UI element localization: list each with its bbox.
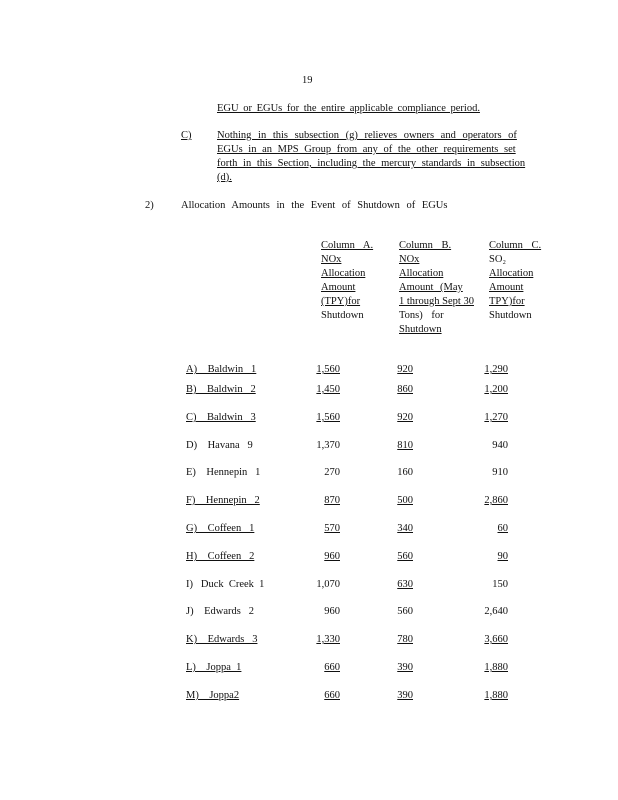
value-col-a: 1,370 (316, 440, 340, 451)
continuation-text: EGU or EGUs for the entire applicable compliance period. (217, 103, 480, 114)
table-row (186, 634, 546, 648)
unit-label: L) Joppa 1 (186, 662, 242, 673)
table-row (186, 440, 546, 454)
item-c-line: forth in this Section, including the mercury standards in subsection (217, 158, 526, 169)
column-a-line: (TPY)for (321, 296, 361, 307)
column-c-line: Shutdown (489, 310, 532, 321)
table-row (186, 495, 546, 509)
table-row (186, 551, 546, 565)
value-col-b: 390 (397, 662, 413, 673)
table-row (186, 523, 546, 537)
value-col-c: 60 (497, 523, 508, 534)
column-a-header (321, 239, 373, 323)
value-col-a: 1,070 (316, 579, 340, 590)
table-row (186, 690, 546, 704)
value-col-a: 660 (324, 662, 340, 673)
table-row (186, 606, 546, 620)
value-col-b: 390 (397, 690, 413, 701)
value-col-b: 560 (397, 606, 413, 617)
column-b-line: Tons) for (399, 310, 444, 321)
value-col-b: 630 (397, 579, 413, 590)
unit-label: B) Baldwin 2 (186, 384, 256, 395)
value-col-c: 90 (497, 551, 508, 562)
value-col-c: 2,860 (484, 495, 508, 506)
value-col-c: 2,640 (484, 606, 508, 617)
column-b-line: Column B. (399, 240, 452, 251)
value-col-a: 960 (324, 551, 340, 562)
table-row (186, 579, 546, 593)
item-c-label: C) (181, 130, 192, 141)
column-b-line: Allocation (399, 268, 444, 279)
unit-label: M) Joppa2 (186, 690, 240, 701)
column-a-line: NOx (321, 254, 342, 265)
unit-label: K) Edwards 3 (186, 634, 258, 645)
table-row (186, 412, 546, 426)
column-b-line: Amount (May (399, 282, 463, 293)
value-col-a: 1,450 (316, 384, 340, 395)
value-col-b: 340 (397, 523, 413, 534)
value-col-b: 160 (397, 467, 413, 478)
value-col-c: 150 (492, 579, 508, 590)
column-a-line: Column A. (321, 240, 374, 251)
page-number: 19 (302, 75, 313, 86)
item-c-line: (d). (217, 172, 232, 183)
value-col-b: 780 (397, 634, 413, 645)
unit-label: J) Edwards 2 (186, 606, 254, 617)
table-row (186, 364, 546, 378)
column-c-line: Allocation (489, 268, 534, 279)
section-number: 2) (145, 200, 154, 211)
column-b-line: NOx (399, 254, 420, 265)
value-col-c: 940 (492, 440, 508, 451)
unit-label: E) Hennepin 1 (186, 467, 261, 478)
column-a-line: Amount (321, 282, 356, 293)
value-col-a: 270 (324, 467, 340, 478)
column-a-line: Shutdown (321, 310, 364, 321)
table-row (186, 384, 546, 398)
value-col-b: 920 (397, 412, 413, 423)
value-col-b: 810 (397, 440, 413, 451)
value-col-c: 1,880 (484, 662, 508, 673)
unit-label: H) Coffeen 2 (186, 551, 255, 562)
unit-label: A) Baldwin 1 (186, 364, 257, 375)
value-col-c: 3,660 (484, 634, 508, 645)
value-col-a: 960 (324, 606, 340, 617)
column-c-line: Amount (489, 282, 524, 293)
unit-label: C) Baldwin 3 (186, 412, 256, 423)
value-col-b: 920 (397, 364, 413, 375)
column-c-header (489, 239, 541, 323)
value-col-a: 1,560 (316, 412, 340, 423)
unit-label: I) Duck Creek 1 (186, 579, 265, 590)
value-col-c: 1,270 (484, 412, 508, 423)
value-col-a: 570 (324, 523, 340, 534)
item-c-line: Nothing in this subsection (g) relieves owners and operators of (217, 130, 517, 141)
value-col-c: 1,880 (484, 690, 508, 701)
value-col-b: 500 (397, 495, 413, 506)
unit-label: G) Coffeen 1 (186, 523, 255, 534)
unit-label: D) Havana 9 (186, 440, 253, 451)
value-col-a: 870 (324, 495, 340, 506)
item-c-line: EGUs in an MPS Group from any of the other requirements set (217, 144, 516, 155)
column-b-line: 1 through Sept 30 (399, 296, 474, 307)
column-c-line: Column C. (489, 240, 542, 251)
table-row (186, 662, 546, 676)
column-b-line: Shutdown (399, 324, 442, 335)
table-row (186, 467, 546, 481)
value-col-b: 560 (397, 551, 413, 562)
value-col-c: 910 (492, 467, 508, 478)
column-c-line: SO₂ (489, 254, 507, 265)
value-col-c: 1,290 (484, 364, 508, 375)
value-col-a: 1,560 (316, 364, 340, 375)
value-col-b: 860 (397, 384, 413, 395)
section-title: Allocation Amounts in the Event of Shutdown of EGUs (181, 200, 448, 211)
value-col-c: 1,200 (484, 384, 508, 395)
value-col-a: 1,330 (316, 634, 340, 645)
value-col-a: 660 (324, 690, 340, 701)
column-c-line: TPY)for (489, 296, 525, 307)
column-a-line: Allocation (321, 268, 366, 279)
unit-label: F) Hennepin 2 (186, 495, 260, 506)
column-b-header (399, 239, 474, 337)
